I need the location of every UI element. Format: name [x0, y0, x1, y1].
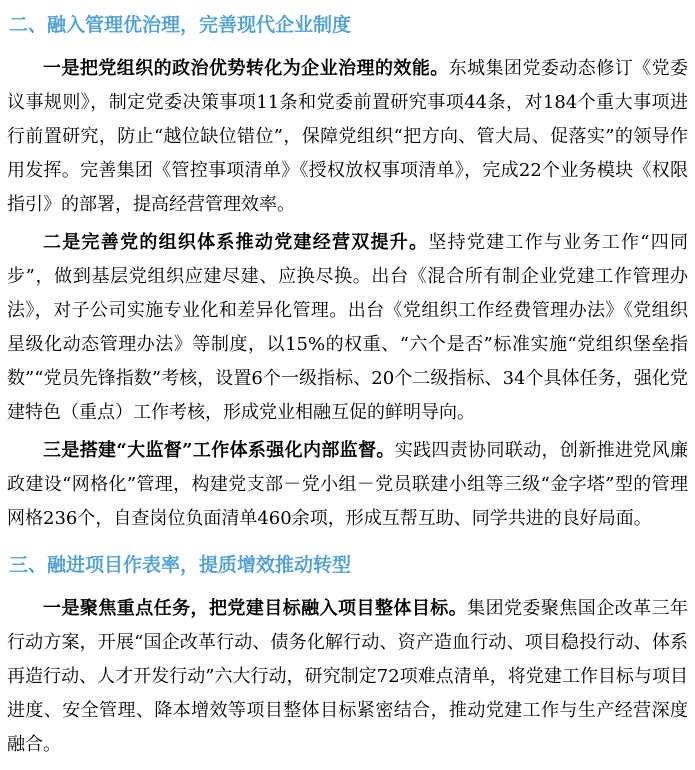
paragraph-2-lead: 二是完善党的组织体系推动党建经营双提升。: [43, 232, 429, 253]
paragraph-4: [7, 592, 688, 762]
paragraph-4-body: 集团党委聚焦国企改革三年行动方案，开展“国企改革行动、债务化解行动、资产造血行动、项目稳投行动、体系再造行动、人才开发行动”六大行动，研究制定72项难点清单，将党建工作目标与项目进度、安全管理、降本增效等项目整体目标紧密结合，推动党建工作与生产经营深度融合。: [7, 598, 689, 755]
paragraph-1-body: 东城集团党委动态修订《党委议事规则》，制定党委决策事项11条和党委前置研究事项44条，对184个重大事项进行前置研究，防止“越位缺位错位”，保障党组织“把方向、管大局、促落实”的领导作用发挥。完善集团《管控事项清单》《授权放权事项清单》，完成22个业务模块《权限指引》的部署，提高经营管理效率。: [7, 58, 689, 215]
paragraph-2: [7, 226, 688, 430]
section-heading-2: 二、融入管理优治理，完善现代企业制度: [9, 14, 352, 36]
paragraph-4-lead: 一是聚焦重点任务，把党建目标融入项目整体目标。: [43, 598, 468, 619]
paragraph-3: [7, 434, 688, 536]
paragraph-1: [7, 52, 688, 222]
paragraph-3-lead: 三是搭建“大监督”工作体系强化内部监督。: [43, 440, 395, 461]
section-heading-3: 三、融进项目作表率，提质增效推动转型: [9, 554, 352, 576]
paragraph-3-body: 实践四责协同联动，创新推进党风廉政建设“网格化”管理，构建党支部－党小组－党员联建小组等三级“金字塔”型的管理网格236个，自查岗位负面清单460余项，形成互帮互助、同学共进的良好局面。: [7, 440, 688, 529]
paragraph-2-body: 坚持党建工作与业务工作“四同步”，做到基层党组织应建尽建、应换尽换。出台《混合所有制企业党建工作管理办法》，对子公司实施专业化和差异化管理。出台《党组织工作经费管理办法》《党组织星级化动态管理办法》等制度，以15%的权重、“六个是否”标准实施“党组织堡垒指数”“党员先锋指数”考核，设置6个一级指标、20个二级指标、34个具体任务，强化党建特色（重点）工作考核，形成党业相融互促的鲜明导向。: [7, 232, 689, 423]
paragraph-1-lead: 一是把党组织的政治优势转化为企业治理的效能。: [43, 58, 449, 79]
